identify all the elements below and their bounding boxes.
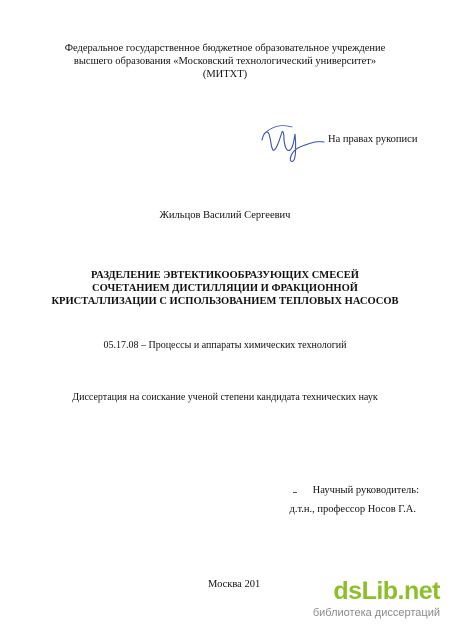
dslib-logo[interactable]: dsLib.net xyxy=(333,577,440,605)
manuscript-rights-note: На правах рукописи xyxy=(328,134,418,145)
supervisor-label: Научный руководитель: xyxy=(312,485,419,496)
thesis-title-line-3: КРИСТАЛЛИЗАЦИИ С ИСПОЛЬЗОВАНИЕМ ТЕПЛОВЫХ НАСОСОВ xyxy=(51,296,399,307)
city-year: Москва 201 xyxy=(208,579,261,590)
degree-statement: Диссертация на соискание ученой степени кандидата технических наук xyxy=(72,392,378,403)
supervisor-mark xyxy=(293,492,297,493)
thesis-title-line-1: РАЗДЕЛЕНИЕ ЭВТЕКТИКООБРАЗУЮЩИХ СМЕСЕЙ xyxy=(91,270,359,281)
thesis-title-line-2: СОЧЕТАНИЕМ ДИСТИЛЛЯЦИИ И ФРАКЦИОННОЙ xyxy=(92,283,358,294)
supervisor-name: д.т.н., профессор Носов Г.А. xyxy=(289,504,416,515)
dslib-watermark[interactable] xyxy=(312,577,448,630)
author-name: Жильцов Василий Сергеевич xyxy=(159,210,291,221)
thesis-title xyxy=(0,269,450,308)
specialty-code: 05.17.08 – Процессы и аппараты химических технологий xyxy=(103,340,347,351)
dslib-tagline: библиотека диссертаций xyxy=(312,607,440,619)
institution-line-3: (МИТХТ) xyxy=(202,69,248,80)
institution-line-1: Федеральное государственное бюджетное образовательное учреждение xyxy=(64,43,386,54)
institution-header xyxy=(0,42,450,81)
handwritten-signature xyxy=(258,118,328,166)
institution-line-2: высшего образования «Московский технологический университет» xyxy=(73,56,377,67)
